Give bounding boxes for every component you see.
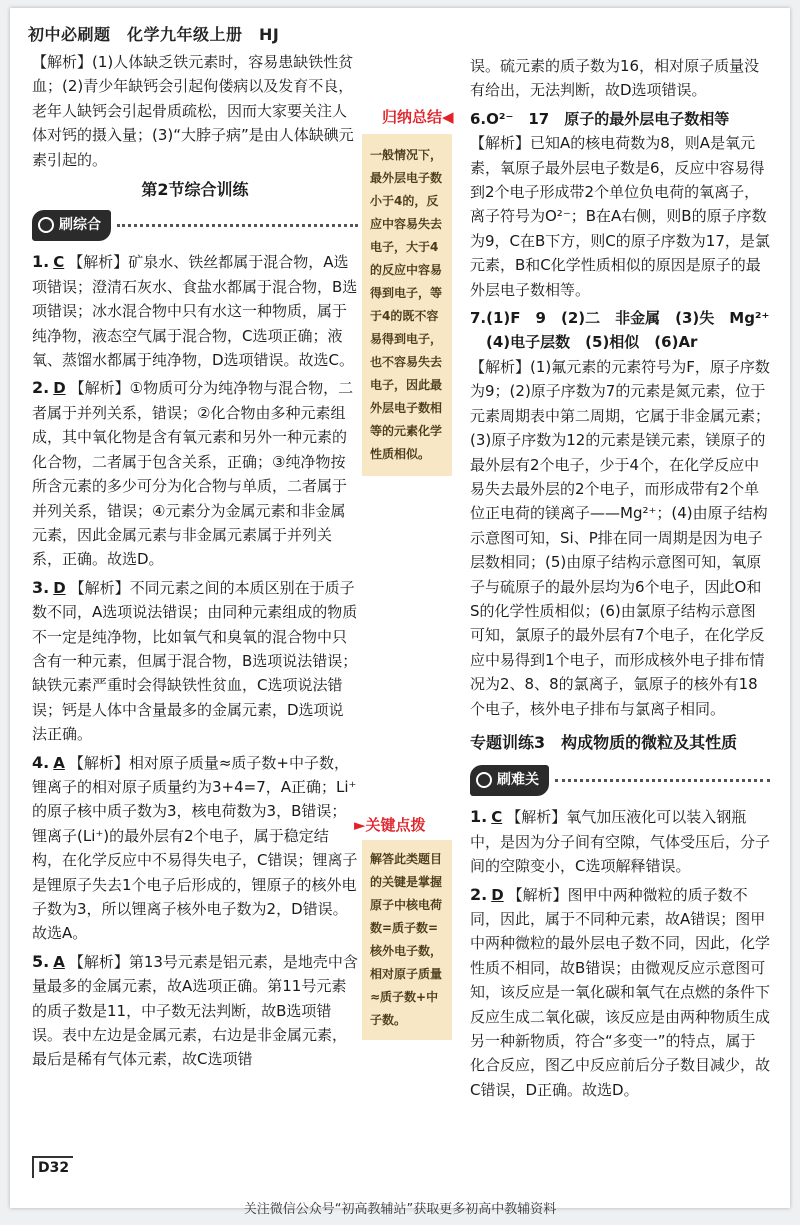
tip-heading-text: 关键点拨: [365, 816, 426, 834]
badge-row-comprehensive: [32, 212, 358, 238]
arrow-left-icon: ◀: [442, 108, 454, 126]
question-number: 3.: [32, 577, 50, 597]
question-number: 5.: [32, 951, 50, 971]
tip-heading-keypoint: [354, 814, 426, 835]
badge-label: 刷综合: [59, 217, 101, 234]
item6-answer: 6.O²⁻ 17 原子的最外层电子数相等: [470, 109, 730, 128]
answer-letter: D: [53, 379, 66, 398]
question-number: 1.: [470, 807, 488, 827]
answer-letter: D: [491, 885, 504, 904]
answer-letter: C: [53, 253, 65, 272]
footer-note: 关注微信公众号“初高教辅站”获取更多初高中教辅资料: [243, 1202, 557, 1217]
tip-heading-text: 归纳总结: [382, 108, 443, 126]
section-title: 第2节综合训练: [141, 180, 249, 200]
item6-analysis: 【解析】已知A的核电荷数为8，则A是氧元素，氧原子最外层电子数是6，反应中容易得到2个电子形成带2个单位负电荷的氧离子，离子符号为O²⁻；B在A右侧，则B的原子序数为9，C在B下方，则C的原子序数为17，是氯元素，B和C化学性质相似的原因是原子的最外层电子数相等。: [470, 134, 770, 299]
pen-icon: [476, 772, 492, 788]
question-item: [32, 376, 358, 571]
question-item: [470, 805, 770, 878]
question-item: [470, 883, 770, 1103]
question-analysis: 【解析】氧气加压液化可以装入钢瓶中，是因为分子间有空隙，气体受压后，分子间的空隙变小，C选项解释错误。: [470, 808, 771, 876]
item7-analysis: 【解析】(1)氟元素的元素符号为F，原子序数为9；(2)原子序数为7的元素是氮元素，位于元素周期表中第二周期，它属于非金属元素；(3)原子序数为12的元素是镁元素，镁原子的最外层有2个电子，少于4个，在化学反应中易失去最外层的2个电子，而形成带有2个单位正电荷的镁离子——Mg²⁺；(4)由原子结构示意图可知，Si、P排在同一周期是因为电子层数相同；(5)由原子结构示意图可知，氧原子与硫原子的最外层均为6个电子，因此O和S的化学性质相似；(6)由氯原子结构示意图可知，氯原子的最外层有7个电子，在化学反应中易得到1个电子，而形成核外电子排布情况为2、8、8的氯离子，氩原子的核外有18个电子，核外电子排布与氯离子相同。: [470, 357, 771, 718]
tip-text: 一般情况下，最外层电子数小于4的，反应中容易失去电子，大于4的反应中容易得到电子，等于4的既不容易得到电子，也不容易失去电子，因此最外层电子数相等的元素化学性质相似。: [370, 148, 443, 461]
badge-row-hard: [470, 767, 770, 793]
dotted-divider: [117, 224, 358, 227]
question-analysis: 【解析】第13号元素是铝元素，是地壳中含量最多的金属元素，故A选项正确。第11号元素的质子数是11，中子数无法判断，故B选项错误。表中左边是金属元素，右边是非金属元素，最后是稀有气体元素，故C选项错: [32, 952, 358, 1069]
question-number: 4.: [32, 752, 50, 772]
question-analysis: 【解析】①物质可分为纯净物与混合物，二者属于并列关系，错误；②化合物由多种元素组成，其中氧化物是含有氧元素和另外一种元素的化合物，二者属于包含关系，正确；③纯净物按所含元素的多少可分为化合物与单质，二者属于并列关系，错误；④元素分为金属元素和非金属元素，因此金属元素与非金属元素属于并列关系，正确。故选D。: [32, 379, 354, 569]
question-item: [32, 250, 358, 372]
tip-heading-summary: [382, 106, 454, 127]
question-analysis: 【解析】不同元素之间的本质区别在于质子数不同，A选项说法错误；由同种元素组成的物质不一定是纯净物，比如氧气和臭氧的混合物中只含有一种元素，但属于混合物，B选项说法错误；缺铁元素严重时会得缺铁性贫血，C选项说法错误；钙是人体中含量最多的金属元素，D选项说法正确。: [32, 578, 358, 744]
page-number: D32: [32, 1156, 73, 1178]
question-analysis: 【解析】矿泉水、铁丝都属于混合物，A选项错误；澄清石灰水、食盐水都属于混合物，B选项错误；冰水混合物中只有水这一种物质，属于纯净物，液态空气属于混合物，C选项正确；液氧、蒸馏水都属于纯净物，D选项错误。故选C。: [32, 253, 358, 370]
answer-letter: D: [53, 578, 66, 597]
question-item: [32, 576, 358, 747]
question-number: 1.: [32, 252, 50, 272]
question-number: 2.: [32, 378, 50, 398]
page: [10, 8, 790, 1208]
answer-letter: A: [53, 753, 65, 772]
answer-letter: C: [491, 808, 503, 827]
arrow-right-icon: ►: [354, 816, 366, 834]
question-analysis: 【解析】图甲中两种微粒的质子数不同，因此，属于不同种元素，故A错误；图甲中两种微粒的最外层电子数不同，因此，化学性质不相同，故B错误；由微观反应示意图可知，该反应是一氧化碳和氧气在点燃的条件下反应生成二氧化碳，该反应是由两种物质生成另一种新物质，符合“多变一”的特点，属于化合反应，图乙中反应前后分子数目减少，故C错误，D正确。故选D。: [470, 885, 771, 1099]
tip-box-keypoint: [362, 840, 452, 1040]
topic-title: 专题训练3 构成物质的微粒及其性质: [470, 732, 738, 752]
left-column: [32, 50, 358, 1072]
tip-text: 解答此类题目的关键是掌握原子中核电荷数=质子数=核外电子数，相对原子质量≈质子数+中子数。: [370, 852, 443, 1027]
pen-icon: [38, 217, 54, 233]
question-item: [32, 950, 358, 1072]
dotted-divider: [555, 779, 770, 782]
right-column: [470, 54, 770, 1102]
answer-letter: A: [53, 952, 65, 971]
question-analysis: 【解析】相对原子质量≈质子数+中子数，锂离子的相对原子质量约为3+4=7，A正确；Li⁺的原子核中质子数为3，核电荷数为3，B错误；锂离子(Li⁺)的最外层有2个电子，属于稳定结构，在化学反应中不易得失电子，C错误；锂离子是锂原子失去1个电子后形成的，锂原子的核外电子数为3，所以锂离子核外电子数为2，D错误。故选A。: [32, 753, 358, 943]
badge-hard: [470, 765, 549, 795]
item7-answer-line1: 7.(1)F 9 (2)二 非金属 (3)失 Mg²⁺: [470, 309, 770, 328]
question-number: 2.: [470, 884, 488, 904]
question-item: [32, 751, 358, 946]
tip-box-summary: [362, 134, 452, 476]
intro-analysis: 【解析】(1)人体缺乏铁元素时，容易患缺铁性贫血；(2)青少年缺钙会引起佝偻病以及发育不良，老年人缺钙会引起骨质疏松，因而大家要关注人体对钙的摄入量；(3)“大脖子病”是由人体缺碘元素引起的。: [32, 53, 354, 169]
badge-label: 刷难关: [497, 772, 539, 789]
continued-analysis: 误。硫元素的质子数为16，相对原子质量没有给出，无法判断，故D选项错误。: [470, 57, 760, 100]
badge-comprehensive: [32, 210, 111, 240]
item7-answer-line2: (4)电子层数 (5)相似 (6)Ar: [486, 333, 698, 352]
book-header: 初中必刷题 化学九年级上册 HJ: [28, 25, 280, 44]
